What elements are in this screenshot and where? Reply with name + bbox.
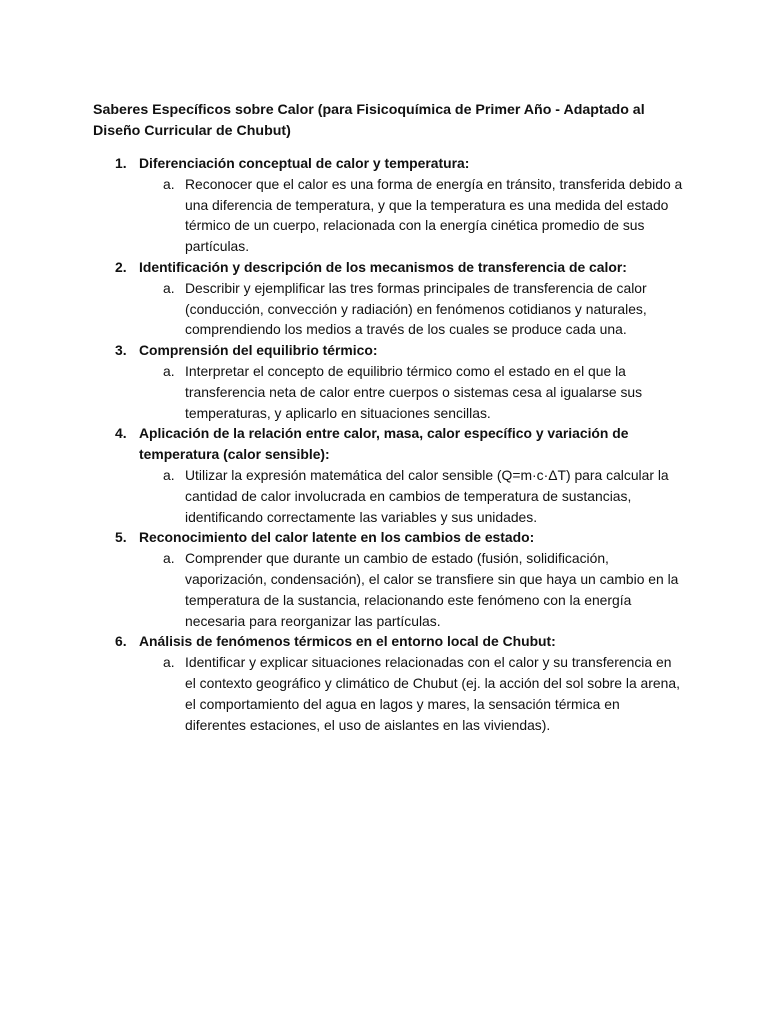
document-page	[93, 100, 683, 735]
subitem-list	[139, 465, 683, 527]
section-number: 3.	[115, 342, 127, 359]
section-heading: Comprensión del equilibrio térmico:	[139, 342, 378, 359]
subitem	[163, 278, 683, 340]
subitem-list	[139, 278, 683, 340]
subitem-text: Utilizar la expresión matemática del calor sensible (Q=m·c·ΔT) para calcular la cantidad de calor involucrada en cambios de temperatura de sustancias, identificando correctamente las variables y sus unidades.	[185, 466, 669, 525]
section-heading: Reconocimiento del calor latente en los cambios de estado:	[139, 529, 535, 546]
subitem-letter: a.	[163, 550, 175, 567]
section-number: 1.	[115, 155, 127, 171]
subitem-list	[139, 652, 683, 735]
section-item	[115, 423, 683, 527]
section-heading: Aplicación de la relación entre calor, masa, calor específico y variación de temperatura (calor sensible):	[139, 425, 629, 463]
subitem-text: Describir y ejemplificar las tres formas principales de transferencia de calor (conducción, convección y radiación) en fenómenos cotidianos y naturales, comprendiendo los medios a través de los cuales se produce cada una.	[185, 279, 647, 338]
section-list	[93, 153, 683, 735]
subitem-text: Interpretar el concepto de equilibrio térmico como el estado en el que la transferencia neta de calor entre cuerpos o sistemas cesa al igualarse sus temperaturas, y aplicarlo en situaciones sencillas.	[185, 362, 643, 421]
section-heading: Análisis de fenómenos térmicos en el entorno local de Chubut:	[139, 633, 556, 650]
subitem	[163, 652, 683, 735]
section-item	[115, 631, 683, 735]
section-heading: Identificación y descripción de los mecanismos de transferencia de calor:	[139, 258, 627, 275]
subitem-list	[139, 174, 683, 257]
section-heading: Diferenciación conceptual de calor y temperatura:	[139, 155, 470, 171]
subitem-letter: a.	[163, 466, 175, 483]
subitem-letter: a.	[163, 654, 175, 671]
section-item	[115, 340, 683, 423]
section-item	[115, 527, 683, 631]
subitem-letter: a.	[163, 175, 175, 192]
subitem	[163, 361, 683, 423]
document-title: Saberes Específicos sobre Calor (para Fisicoquímica de Primer Año - Adaptado al Diseño Curricular de Chubut)	[93, 102, 645, 139]
subitem-list	[139, 548, 683, 631]
subitem-text: Identificar y explicar situaciones relacionadas con el calor y su transferencia en el contexto geográfico y climático de Chubut (ej. la acción del sol sobre la arena, el comportamiento del agua en lagos y mares, la sensación térmica en diferentes estaciones, el uso de aislantes en las viviendas).	[185, 654, 680, 733]
subitem	[163, 174, 683, 257]
subitem-text: Reconocer que el calor es una forma de energía en tránsito, transferida debido a una diferencia de temperatura, y que la temperatura es una medida del estado térmico de un cuerpo, relacionada con la energía cinética promedio de sus partículas.	[185, 175, 683, 255]
subitem-list	[139, 361, 683, 423]
section-number: 2.	[115, 258, 127, 275]
section-item	[115, 257, 683, 340]
subitem-letter: a.	[163, 362, 175, 379]
section-number: 6.	[115, 633, 127, 650]
section-item	[115, 153, 683, 257]
subitem-letter: a.	[163, 279, 175, 296]
subitem-text: Comprender que durante un cambio de estado (fusión, solidificación, vaporización, condensación), el calor se transfiere sin que haya un cambio en la temperatura de la sustancia, relacionando este fenómeno con la energía necesaria para reorganizar las partículas.	[185, 550, 679, 629]
section-number: 5.	[115, 529, 127, 546]
section-number: 4.	[115, 425, 127, 442]
subitem	[163, 465, 683, 527]
subitem	[163, 548, 683, 631]
